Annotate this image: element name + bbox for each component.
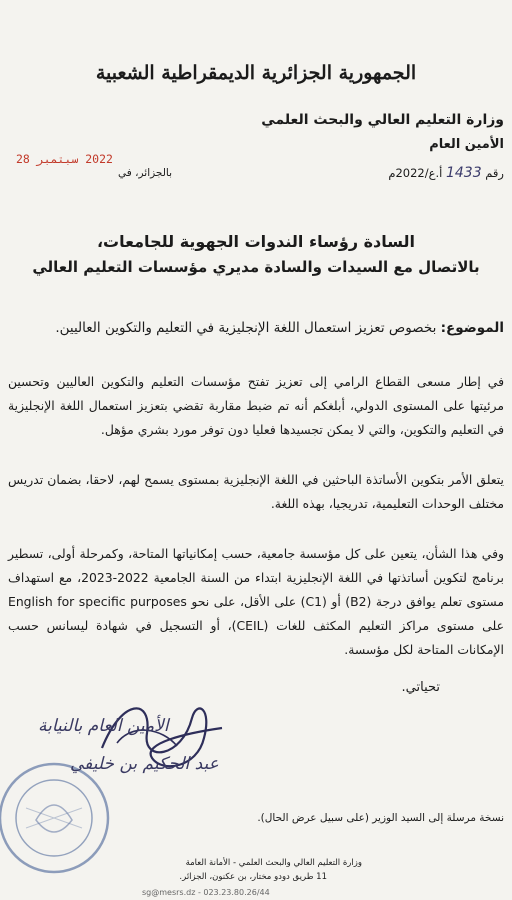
copy-note: نسخة مرسلة إلى السيد الوزير (على سبيل عرض الحال). — [257, 812, 504, 824]
subject-text: بخصوص تعزيز استعمال اللغة الإنجليزية في التعليم والتكوين العاليين. — [55, 320, 437, 336]
official-seal-icon — [0, 760, 116, 880]
addressee-line-2: بالاتصال مع السيدات والسادة مديري مؤسسات التعليم العالي — [32, 258, 480, 276]
body-paragraph-1: في إطار مسعى القطاع الرامي إلى تعزيز تفتح مؤسسات التعليم والتكوين العاليين وتحسين مرئيتها على المستوى الدولي، أبلغكم أنه تم ضبط مقاربة تقضي بتعزيز استعمال اللغة الإنجليزية في التعليم والتكوين، والتي لا يمكن تجسيدها فعليا دون توفر مورد بشري مؤهل. — [8, 374, 504, 437]
footer-ministry: وزارة التعليم العالي والبحث العلمي - الأمانة العامة — [185, 858, 362, 868]
subject-line — [8, 320, 504, 336]
reference-prefix: رقم — [485, 166, 504, 180]
footer-contact: sg@mesrs.dz - 023.23.80.26/44 — [142, 888, 270, 897]
closing-greeting: تحياتي. — [401, 680, 440, 695]
addressee-line-1: السادة رؤساء الندوات الجهوية للجامعات، — [96, 232, 416, 251]
signatory-title: الأمين العام بالنيابة — [38, 716, 169, 736]
reference-line — [388, 165, 504, 181]
secretary-general-title: الأمين العام — [429, 137, 504, 152]
reference-suffix: أ.ع/2022م — [388, 166, 443, 180]
subject-label: الموضوع: — [440, 320, 504, 336]
body-paragraph-2: يتعلق الأمر بتكوين الأساتذة الباحثين في اللغة الإنجليزية بمستوى يسمح لهم، لاحقا، بضمان تدريس مختلف الوحدات التعليمية، تدريجيا، بهذه اللغة. — [8, 472, 504, 511]
ministry-name: وزارة التعليم العالي والبحث العلمي — [261, 112, 504, 128]
republic-heading: الجمهورية الجزائرية الديمقراطية الشعبية — [95, 62, 417, 84]
place-date-line: بالجزائر، في — [118, 167, 173, 179]
signatory-name: عبد الحكيم بن خليفي — [70, 754, 219, 774]
body-paragraph-3: وفي هذا الشأن، يتعين على كل مؤسسة جامعية، حسب إمكانياتها المتاحة، وكمرحلة أولى، تسطير برنامج لتكوين أساتذتها في اللغة الإنجليزية ابتداء من السنة الجامعية 2022-2023، مع استهداف مستوى تعلم يوافق درجة (B2) أو (C1) على الأقل، على نحو English for specific purposes على مستوى مراكز التعليم المكثف للغات (CEIL)، أو التسجيل في شهادة ليسانس حسب الإمكانات المتاحة لكل مؤسسة. — [8, 546, 504, 657]
reference-number: 1433 — [445, 165, 482, 181]
footer-address: 11 طريق دودو مختار، بن عكنون، الجزائر. — [179, 872, 327, 882]
received-date-stamp: 2022 سبتمبر 28 — [16, 152, 113, 166]
